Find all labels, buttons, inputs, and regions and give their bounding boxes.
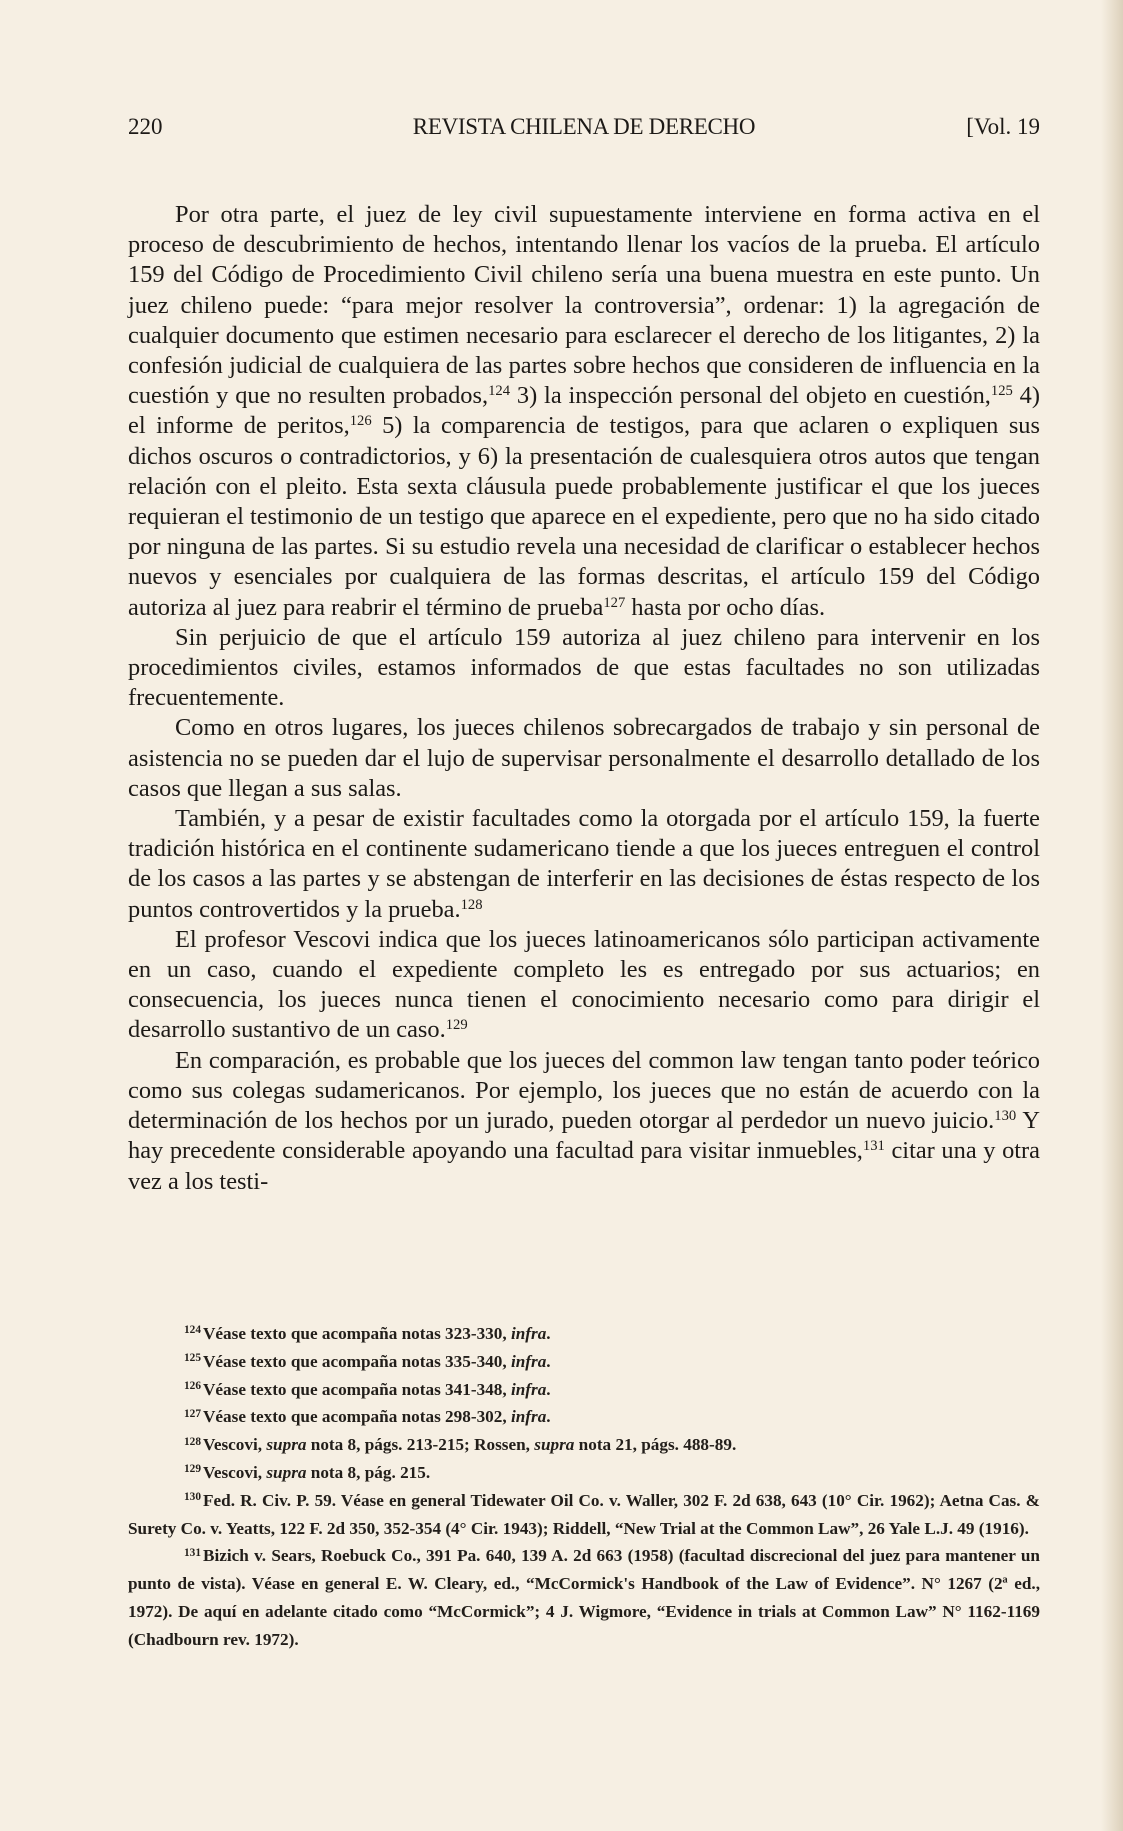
footnote: $^{130}$ Fed. R. Civ. P. 59. Véase en general Tidewater Oil Co. v. Waller, 302 F. 2d 638, 643 (10° Cir. 1962); Aetna Cas. & Surety Co. v. Yeatts, 122 F. 2d 350, 352-354 (4° Cir. 1943); Riddell, “New Trial at the Common Law”, 26 Yale L.J. 49 (1916). <box>128 1490 1040 1538</box>
page-number: 220 <box>128 114 163 139</box>
footnote: $^{127}$ Véase texto que acompaña notas 298-302, infra. <box>184 1407 551 1427</box>
volume-label: [Vol. 19 <box>966 114 1040 139</box>
footnote-ref: 131 <box>862 1138 885 1155</box>
footnote: $^{129}$ Vescovi, supra nota 8, pág. 215. <box>184 1462 431 1482</box>
running-head <box>128 114 1040 144</box>
footnote-ref: 129 <box>445 1017 468 1034</box>
footnote-ref: 125 <box>990 383 1013 400</box>
footnote: $^{124}$ Véase texto que acompaña notas 323-330, infra. <box>184 1324 551 1343</box>
footnote-ref: 124 <box>488 383 511 400</box>
paragraph: También, y a pesar de existir facultades como la otorgada por el artículo 159, la fuerte tradición histórica en el continente sudamericano tiende a que los jueces entreguen el control de los casos a las partes y se abstengan de interferir en las decisiones de éstas respecto de los puntos controvertidos y la prueba.$^{128}$ <box>128 805 1040 923</box>
body-text <box>128 200 1040 1197</box>
footnote: $^{128}$ Vescovi, supra nota 8, págs. 213-215; Rossen, supra nota 21, págs. 488-89. <box>184 1435 737 1455</box>
footnote-ref: 126 <box>349 413 372 430</box>
footnotes <box>128 1320 1040 1654</box>
footnote: $^{126}$ Véase texto que acompaña notas 341-348, infra. <box>184 1379 551 1399</box>
paragraph: Por otra parte, el juez de ley civil supuestamente interviene en forma activa en el proceso de descubrimiento de hechos, intentando llenar los vacíos de la prueba. El artículo 159 del Código de Procedimiento Civil chileno sería una buena muestra en este punto. Un juez chileno puede: “para mejor resolver la controversia”, ordenar: 1) la agregación de cualquier documento que estimen necesario para esclarecer el derecho de los litigantes, 2) la confesión judicial de cualquiera de las partes sobre hechos que consideren de influencia en la cuestión y que no resulten probados,$^{124}$ 3) la inspección personal del objeto en cuestión,$^{125}$ 4) el informe de peritos,$^{126}$ 5) la comparencia de testigos, para que aclaren o expliquen sus dichos oscuros o contradictorios, y 6) la presentación de cualesquiera otros autos que tengan relación con el pleito. Esta sexta cláusula puede probablemente justificar el que los jueces requieran el testimonio de un testigo que aparece en el expediente, pero que no ha sido citado por ninguna de las partes. Si su estudio revela una necesidad de clarificar o establecer hechos nuevos y esenciales por cualquiera de las formas descritas, el artículo 159 del Código autoriza al juez para reabrir el término de prueba$^{127}$ hasta por ocho días. <box>128 201 1041 621</box>
paragraph: En comparación, es probable que los jueces del common law tengan tanto poder teórico como sus colegas sudamericanos. Por ejemplo, los jueces que no están de acuerdo con la determinación de los hechos por un jurado, pueden otorgar al perdedor un nuevo juicio.$^{130}$ Y hay precedente considerable apoyando una facultad para visitar inmuebles,$^{131}$ citar una y otra vez a los testi- <box>128 1046 1040 1195</box>
footnote-ref: 128 <box>460 896 483 913</box>
footnote-ref: 127 <box>603 594 626 611</box>
footnote: $^{125}$ Véase texto que acompaña notas 335-340, infra. <box>184 1351 551 1371</box>
page-edge-shadow <box>1101 0 1123 1831</box>
paragraph: El profesor Vescovi indica que los jueces latinoamericanos sólo participan activamente en un caso, cuando el expediente completo les es entregado por sus actuarios; en consecuencia, los jueces nunca tienen el conocimiento necesario como para dirigir el desarrollo sustantivo de un caso.$^{129}$ <box>128 925 1040 1044</box>
paragraph: Como en otros lugares, los jueces chilenos sobrecargados de trabajo y sin personal de asistencia no se pueden dar el lujo de supervisar personalmente el desarrollo detallado de los casos que llegan a sus salas. <box>128 714 1040 802</box>
footnote-ref: 130 <box>994 1108 1017 1125</box>
footnote: $^{131}$ Bizich v. Sears, Roebuck Co., 391 Pa. 640, 139 A. 2d 663 (1958) (facultad discrecional del juez para mantener un punto de vista). Véase en general E. W. Cleary, ed., “McCormick's Handbook of the Law of Evidence”. N° 1267 (2ª ed., 1972). De aquí en adelante citado como “McCormick”; 4 J. Wigmore, “Evidence in trials at Common Law” N° 1162-1169 (Chadbourn rev. 1972). <box>128 1546 1040 1649</box>
paragraph: Sin perjuicio de que el artículo 159 autoriza al juez chileno para intervenir en los procedimientos civiles, estamos informados de que estas facultades no son utilizadas frecuentemente. <box>128 623 1040 712</box>
journal-title: REVISTA CHILENA DE DERECHO <box>412 114 756 139</box>
